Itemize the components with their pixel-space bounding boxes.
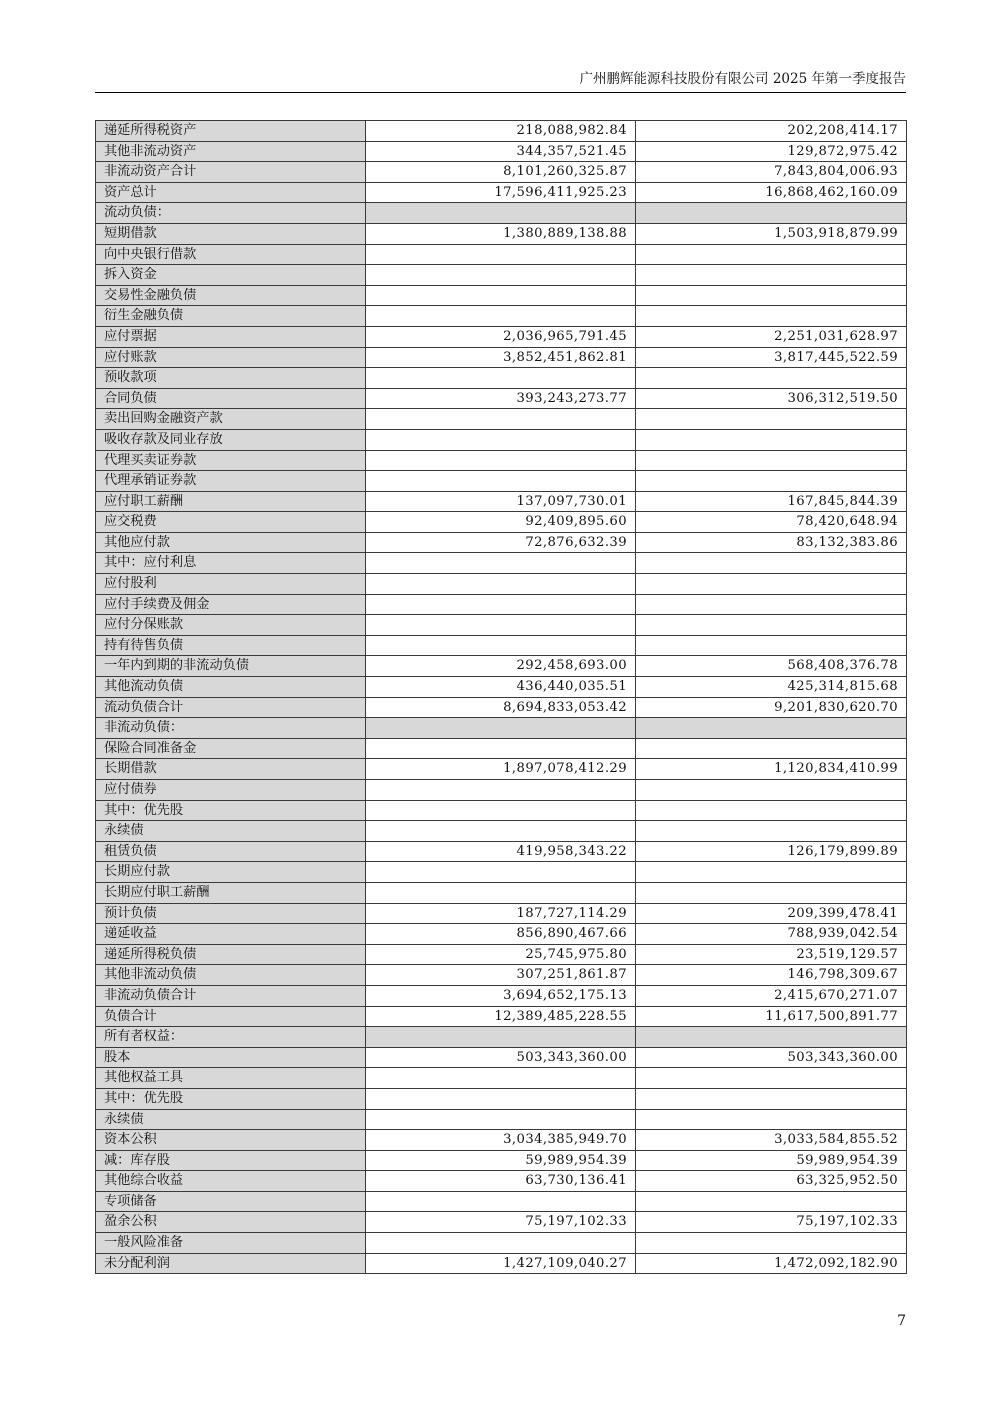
prior-period-value <box>636 1109 907 1130</box>
current-period-value <box>366 594 636 615</box>
row-label: 专项储备 <box>96 1191 366 1212</box>
prior-period-value <box>636 368 907 389</box>
current-period-value <box>366 306 636 327</box>
prior-period-value <box>636 780 907 801</box>
prior-period-value <box>636 615 907 636</box>
prior-period-value: 9,201,830,620.70 <box>636 697 907 718</box>
row-label: 应付账款 <box>96 347 366 368</box>
table-row <box>96 471 907 492</box>
prior-period-value <box>636 265 907 286</box>
prior-period-value: 1,472,092,182.90 <box>636 1253 907 1274</box>
current-period-value <box>366 1233 636 1254</box>
table-row <box>96 697 907 718</box>
current-period-value <box>366 265 636 286</box>
table-row <box>96 223 907 244</box>
table-row <box>96 1253 907 1274</box>
row-label: 应付手续费及佣金 <box>96 594 366 615</box>
prior-period-value: 1,503,918,879.99 <box>636 223 907 244</box>
balance-sheet-body <box>96 121 907 1274</box>
current-period-value <box>366 450 636 471</box>
current-period-value <box>366 1088 636 1109</box>
current-period-value <box>366 553 636 574</box>
prior-period-value: 129,872,975.42 <box>636 141 907 162</box>
row-label: 流动负债合计 <box>96 697 366 718</box>
current-period-value: 3,852,451,862.81 <box>366 347 636 368</box>
current-period-value: 25,745,975.80 <box>366 944 636 965</box>
prior-period-value <box>636 882 907 903</box>
table-row <box>96 738 907 759</box>
current-period-value: 187,727,114.29 <box>366 903 636 924</box>
table-row <box>96 677 907 698</box>
table-row <box>96 1109 907 1130</box>
prior-period-value <box>636 1088 907 1109</box>
current-period-value: 72,876,632.39 <box>366 532 636 553</box>
prior-period-value: 63,325,952.50 <box>636 1171 907 1192</box>
current-period-value <box>366 285 636 306</box>
row-label: 所有者权益： <box>96 1027 366 1048</box>
current-period-value: 419,958,343.22 <box>366 841 636 862</box>
prior-period-value: 16,868,462,160.09 <box>636 182 907 203</box>
row-label: 永续债 <box>96 1109 366 1130</box>
current-period-value: 856,890,467.66 <box>366 924 636 945</box>
table-row <box>96 574 907 595</box>
prior-period-value: 209,399,478.41 <box>636 903 907 924</box>
current-period-value <box>366 821 636 842</box>
table-row <box>96 882 907 903</box>
prior-period-value <box>636 635 907 656</box>
prior-period-value <box>636 1027 907 1048</box>
row-label: 负债合计 <box>96 1006 366 1027</box>
current-period-value <box>366 882 636 903</box>
prior-period-value <box>636 718 907 739</box>
current-period-value: 59,989,954.39 <box>366 1150 636 1171</box>
current-period-value: 8,694,833,053.42 <box>366 697 636 718</box>
current-period-value <box>366 1109 636 1130</box>
row-label: 应付债券 <box>96 780 366 801</box>
table-row <box>96 285 907 306</box>
table-row <box>96 656 907 677</box>
prior-period-value <box>636 450 907 471</box>
table-row <box>96 841 907 862</box>
current-period-value <box>366 780 636 801</box>
prior-period-value: 59,989,954.39 <box>636 1150 907 1171</box>
table-row <box>96 944 907 965</box>
table-row <box>96 1233 907 1254</box>
table-row <box>96 759 907 780</box>
current-period-value: 92,409,895.60 <box>366 512 636 533</box>
table-row <box>96 388 907 409</box>
row-label: 减：库存股 <box>96 1150 366 1171</box>
table-row <box>96 635 907 656</box>
current-period-value <box>366 1191 636 1212</box>
current-period-value <box>366 615 636 636</box>
prior-period-value <box>636 1191 907 1212</box>
prior-period-value: 788,939,042.54 <box>636 924 907 945</box>
prior-period-value: 83,132,383.86 <box>636 532 907 553</box>
table-row <box>96 1006 907 1027</box>
table-row <box>96 1068 907 1089</box>
table-row <box>96 1171 907 1192</box>
prior-period-value <box>636 594 907 615</box>
table-row <box>96 162 907 183</box>
current-period-value: 3,694,652,175.13 <box>366 985 636 1006</box>
row-label: 代理承销证券款 <box>96 471 366 492</box>
row-label: 其中：优先股 <box>96 800 366 821</box>
current-period-value <box>366 862 636 883</box>
prior-period-value: 3,033,584,855.52 <box>636 1130 907 1151</box>
table-row <box>96 429 907 450</box>
prior-period-value: 202,208,414.17 <box>636 121 907 142</box>
prior-period-value: 503,343,360.00 <box>636 1047 907 1068</box>
prior-period-value <box>636 800 907 821</box>
row-label: 向中央银行借款 <box>96 244 366 265</box>
current-period-value: 1,427,109,040.27 <box>366 1253 636 1274</box>
row-label: 其他综合收益 <box>96 1171 366 1192</box>
row-label: 未分配利润 <box>96 1253 366 1274</box>
row-label: 应付职工薪酬 <box>96 491 366 512</box>
row-label: 资本公积 <box>96 1130 366 1151</box>
prior-period-value: 78,420,648.94 <box>636 512 907 533</box>
table-row <box>96 862 907 883</box>
table-row <box>96 512 907 533</box>
table-row <box>96 1088 907 1109</box>
current-period-value <box>366 718 636 739</box>
table-row <box>96 141 907 162</box>
row-label: 应交税费 <box>96 512 366 533</box>
row-label: 长期应付款 <box>96 862 366 883</box>
current-period-value <box>366 635 636 656</box>
current-period-value: 307,251,861.87 <box>366 965 636 986</box>
report-title: 广州鹏辉能源科技股份有限公司 2025 年第一季度报告 <box>579 71 906 87</box>
table-row <box>96 924 907 945</box>
row-label: 递延收益 <box>96 924 366 945</box>
current-period-value <box>366 738 636 759</box>
table-row <box>96 1191 907 1212</box>
row-label: 流动负债： <box>96 203 366 224</box>
table-row <box>96 368 907 389</box>
prior-period-value <box>636 285 907 306</box>
table-row <box>96 1212 907 1233</box>
table-row <box>96 347 907 368</box>
prior-period-value <box>636 244 907 265</box>
table-row <box>96 553 907 574</box>
table-row <box>96 532 907 553</box>
prior-period-value: 146,798,309.67 <box>636 965 907 986</box>
row-label: 非流动资产合计 <box>96 162 366 183</box>
row-label: 租赁负债 <box>96 841 366 862</box>
prior-period-value: 306,312,519.50 <box>636 388 907 409</box>
prior-period-value <box>636 306 907 327</box>
current-period-value: 12,389,485,228.55 <box>366 1006 636 1027</box>
prior-period-value: 2,251,031,628.97 <box>636 326 907 347</box>
current-period-value <box>366 471 636 492</box>
prior-period-value: 2,415,670,271.07 <box>636 985 907 1006</box>
prior-period-value <box>636 1233 907 1254</box>
prior-period-value <box>636 862 907 883</box>
row-label: 其他非流动资产 <box>96 141 366 162</box>
table-row <box>96 491 907 512</box>
prior-period-value <box>636 409 907 430</box>
table-row <box>96 265 907 286</box>
current-period-value: 292,458,693.00 <box>366 656 636 677</box>
current-period-value: 503,343,360.00 <box>366 1047 636 1068</box>
prior-period-value: 7,843,804,006.93 <box>636 162 907 183</box>
row-label: 一年内到期的非流动负债 <box>96 656 366 677</box>
prior-period-value: 11,617,500,891.77 <box>636 1006 907 1027</box>
report-header <box>95 66 906 93</box>
table-row <box>96 985 907 1006</box>
row-label: 其他权益工具 <box>96 1068 366 1089</box>
section-header-row <box>96 1027 907 1048</box>
row-label: 短期借款 <box>96 223 366 244</box>
current-period-value <box>366 1068 636 1089</box>
page-number: 7 <box>897 1313 906 1329</box>
table-row <box>96 821 907 842</box>
row-label: 其他应付款 <box>96 532 366 553</box>
current-period-value <box>366 429 636 450</box>
prior-period-value <box>636 429 907 450</box>
table-row <box>96 409 907 430</box>
row-label: 长期应付职工薪酬 <box>96 882 366 903</box>
row-label: 应付分保账款 <box>96 615 366 636</box>
current-period-value: 2,036,965,791.45 <box>366 326 636 347</box>
row-label: 预计负债 <box>96 903 366 924</box>
row-label: 其中：优先股 <box>96 1088 366 1109</box>
prior-period-value: 23,519,129.57 <box>636 944 907 965</box>
row-label: 股本 <box>96 1047 366 1068</box>
table-row <box>96 903 907 924</box>
prior-period-value <box>636 1068 907 1089</box>
row-label: 交易性金融负债 <box>96 285 366 306</box>
row-label: 永续债 <box>96 821 366 842</box>
table-row <box>96 182 907 203</box>
current-period-value <box>366 1027 636 1048</box>
prior-period-value <box>636 471 907 492</box>
prior-period-value: 425,314,815.68 <box>636 677 907 698</box>
prior-period-value: 568,408,376.78 <box>636 656 907 677</box>
row-label: 非流动负债合计 <box>96 985 366 1006</box>
balance-sheet-table <box>95 120 907 1274</box>
table-row <box>96 121 907 142</box>
row-label: 拆入资金 <box>96 265 366 286</box>
table-row <box>96 306 907 327</box>
current-period-value: 8,101,260,325.87 <box>366 162 636 183</box>
current-period-value: 1,897,078,412.29 <box>366 759 636 780</box>
current-period-value: 63,730,136.41 <box>366 1171 636 1192</box>
row-label: 盈余公积 <box>96 1212 366 1233</box>
row-label: 一般风险准备 <box>96 1233 366 1254</box>
prior-period-value <box>636 203 907 224</box>
current-period-value: 137,097,730.01 <box>366 491 636 512</box>
row-label: 吸收存款及同业存放 <box>96 429 366 450</box>
row-label: 应付票据 <box>96 326 366 347</box>
table-row <box>96 780 907 801</box>
row-label: 预收款项 <box>96 368 366 389</box>
current-period-value <box>366 244 636 265</box>
table-row <box>96 1150 907 1171</box>
row-label: 其中：应付利息 <box>96 553 366 574</box>
current-period-value <box>366 203 636 224</box>
current-period-value: 75,197,102.33 <box>366 1212 636 1233</box>
row-label: 衍生金融负债 <box>96 306 366 327</box>
table-row <box>96 800 907 821</box>
table-row <box>96 594 907 615</box>
current-period-value: 218,088,982.84 <box>366 121 636 142</box>
current-period-value <box>366 800 636 821</box>
row-label: 资产总计 <box>96 182 366 203</box>
prior-period-value <box>636 574 907 595</box>
row-label: 长期借款 <box>96 759 366 780</box>
table-row <box>96 326 907 347</box>
row-label: 其他非流动负债 <box>96 965 366 986</box>
table-row <box>96 965 907 986</box>
row-label: 应付股利 <box>96 574 366 595</box>
row-label: 其他流动负债 <box>96 677 366 698</box>
row-label: 卖出回购金融资产款 <box>96 409 366 430</box>
row-label: 递延所得税资产 <box>96 121 366 142</box>
current-period-value: 393,243,273.77 <box>366 388 636 409</box>
prior-period-value: 75,197,102.33 <box>636 1212 907 1233</box>
table-row <box>96 1130 907 1151</box>
table-row <box>96 615 907 636</box>
row-label: 递延所得税负债 <box>96 944 366 965</box>
prior-period-value: 126,179,899.89 <box>636 841 907 862</box>
prior-period-value <box>636 738 907 759</box>
row-label: 非流动负债： <box>96 718 366 739</box>
prior-period-value: 1,120,834,410.99 <box>636 759 907 780</box>
row-label: 持有待售负债 <box>96 635 366 656</box>
current-period-value <box>366 409 636 430</box>
section-header-row <box>96 718 907 739</box>
table-row <box>96 450 907 471</box>
current-period-value <box>366 368 636 389</box>
current-period-value: 344,357,521.45 <box>366 141 636 162</box>
prior-period-value: 167,845,844.39 <box>636 491 907 512</box>
table-row <box>96 244 907 265</box>
current-period-value: 3,034,385,949.70 <box>366 1130 636 1151</box>
current-period-value: 17,596,411,925.23 <box>366 182 636 203</box>
row-label: 保险合同准备金 <box>96 738 366 759</box>
current-period-value: 436,440,035.51 <box>366 677 636 698</box>
prior-period-value <box>636 821 907 842</box>
table-row <box>96 1047 907 1068</box>
section-header-row <box>96 203 907 224</box>
current-period-value <box>366 574 636 595</box>
prior-period-value <box>636 553 907 574</box>
current-period-value: 1,380,889,138.88 <box>366 223 636 244</box>
row-label: 合同负债 <box>96 388 366 409</box>
row-label: 代理买卖证券款 <box>96 450 366 471</box>
prior-period-value: 3,817,445,522.59 <box>636 347 907 368</box>
